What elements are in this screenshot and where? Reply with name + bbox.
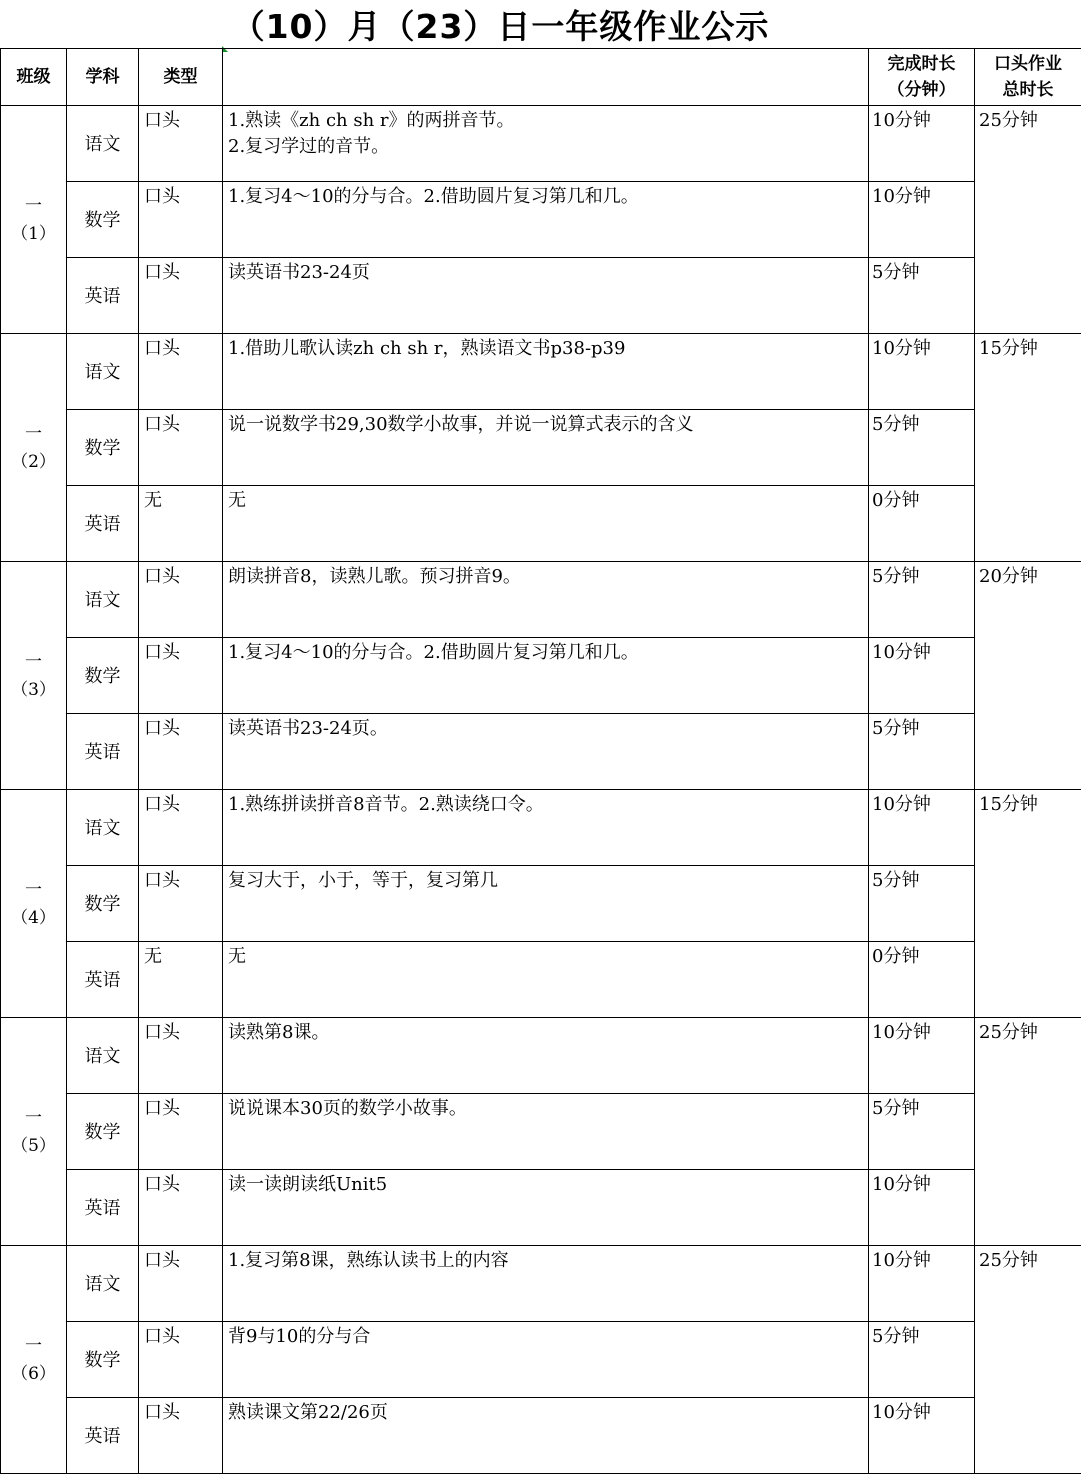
- content-cell: [223, 790, 869, 866]
- type-cell: 无: [139, 486, 223, 562]
- table-row: [1, 486, 1081, 562]
- subject-cell: 数学: [67, 410, 139, 486]
- type-cell: 口头: [139, 258, 223, 334]
- type-cell: 口头: [139, 562, 223, 638]
- table-row: [1, 1246, 1081, 1322]
- content-line: 背9与10的分与合: [228, 1324, 864, 1350]
- duration-cell: 5分钟: [869, 1322, 975, 1398]
- total-duration-cell: 15分钟: [975, 334, 1081, 562]
- header-content: [223, 49, 869, 106]
- content-line: 说说课本30页的数学小故事。: [228, 1096, 864, 1122]
- duration-cell: 10分钟: [869, 1246, 975, 1322]
- title-text: （10）月（23）日一年级作业公示: [232, 1, 770, 48]
- content-line: 无: [228, 944, 864, 970]
- table-body: [1, 106, 1081, 1474]
- subject-cell: 语文: [67, 1246, 139, 1322]
- header-duration: [869, 49, 975, 106]
- type-cell: 口头: [139, 410, 223, 486]
- content-line: 1.熟练拼读拼音8音节。2.熟读绕口令。: [228, 792, 864, 818]
- duration-cell: 10分钟: [869, 182, 975, 258]
- subject-cell: 英语: [67, 942, 139, 1018]
- subject-cell: 语文: [67, 790, 139, 866]
- page-title: [0, 0, 1081, 48]
- class-grade: 一: [1, 876, 66, 904]
- header-duration-line1: 完成时长: [869, 51, 974, 77]
- content-cell: [223, 410, 869, 486]
- content-line: 说一说数学书29,30数学小故事，并说一说算式表示的含义: [228, 412, 864, 438]
- subject-cell: 数学: [67, 866, 139, 942]
- table-row: [1, 1322, 1081, 1398]
- content-cell: [223, 866, 869, 942]
- content-cell: [223, 1018, 869, 1094]
- content-line: 1.借助儿歌认读zh ch sh r，熟读语文书p38-p39: [228, 336, 864, 362]
- table-row: [1, 1094, 1081, 1170]
- table-row: [1, 1398, 1081, 1474]
- content-line: 读熟第8课。: [228, 1020, 864, 1046]
- content-cell: [223, 1398, 869, 1474]
- type-cell: 口头: [139, 1398, 223, 1474]
- duration-cell: 10分钟: [869, 334, 975, 410]
- duration-cell: 10分钟: [869, 1398, 975, 1474]
- type-cell: 口头: [139, 1322, 223, 1398]
- content-line: 1.复习4～10的分与合。2.借助圆片复习第几和几。: [228, 640, 864, 666]
- type-cell: 口头: [139, 714, 223, 790]
- total-duration-cell: 25分钟: [975, 1018, 1081, 1246]
- total-duration-cell: 25分钟: [975, 106, 1081, 334]
- table-row: [1, 106, 1081, 182]
- table-row: [1, 790, 1081, 866]
- table-row: [1, 334, 1081, 410]
- content-cell: [223, 1322, 869, 1398]
- content-line: 2.复习学过的音节。: [228, 134, 864, 160]
- duration-cell: 5分钟: [869, 258, 975, 334]
- type-cell: 口头: [139, 1094, 223, 1170]
- duration-cell: 5分钟: [869, 1094, 975, 1170]
- type-cell: 口头: [139, 1246, 223, 1322]
- content-cell: [223, 258, 869, 334]
- content-cell: [223, 942, 869, 1018]
- type-cell: 口头: [139, 1170, 223, 1246]
- duration-cell: 10分钟: [869, 106, 975, 182]
- duration-cell: 10分钟: [869, 1170, 975, 1246]
- content-line: 读一读朗读纸Unit5: [228, 1172, 864, 1198]
- header-row: [1, 49, 1081, 106]
- class-cell: [1, 106, 67, 334]
- content-cell: [223, 334, 869, 410]
- type-cell: 口头: [139, 866, 223, 942]
- duration-cell: 5分钟: [869, 410, 975, 486]
- header-class: 班级: [1, 49, 67, 106]
- content-cell: [223, 1246, 869, 1322]
- class-grade: 一: [1, 192, 66, 220]
- total-duration-cell: 25分钟: [975, 1246, 1081, 1474]
- subject-cell: 数学: [67, 1322, 139, 1398]
- type-cell: 口头: [139, 790, 223, 866]
- content-line: 1.复习第8课，熟练认读书上的内容: [228, 1248, 864, 1274]
- content-cell: [223, 1170, 869, 1246]
- duration-cell: 5分钟: [869, 562, 975, 638]
- content-cell: [223, 638, 869, 714]
- subject-cell: 英语: [67, 714, 139, 790]
- content-line: 读英语书23-24页。: [228, 716, 864, 742]
- table-row: [1, 1018, 1081, 1094]
- class-number: （6）: [1, 1360, 66, 1388]
- table-row: [1, 638, 1081, 714]
- subject-cell: 语文: [67, 334, 139, 410]
- subject-cell: 数学: [67, 1094, 139, 1170]
- subject-cell: 语文: [67, 1018, 139, 1094]
- table-row: [1, 1170, 1081, 1246]
- type-cell: 无: [139, 942, 223, 1018]
- table-row: [1, 866, 1081, 942]
- homework-table: [0, 48, 1081, 1474]
- subject-cell: 英语: [67, 258, 139, 334]
- content-line: 1.熟读《zh ch sh r》的两拼音节。: [228, 108, 864, 134]
- header-duration-line2: （分钟）: [869, 77, 974, 103]
- subject-cell: 英语: [67, 1398, 139, 1474]
- class-number: （1）: [1, 220, 66, 248]
- duration-cell: 0分钟: [869, 486, 975, 562]
- table-row: [1, 562, 1081, 638]
- total-duration-cell: 20分钟: [975, 562, 1081, 790]
- subject-cell: 数学: [67, 638, 139, 714]
- total-duration-cell: 15分钟: [975, 790, 1081, 1018]
- content-cell: [223, 562, 869, 638]
- content-line: 无: [228, 488, 864, 514]
- subject-cell: 数学: [67, 182, 139, 258]
- duration-cell: 10分钟: [869, 790, 975, 866]
- class-cell: [1, 1246, 67, 1474]
- class-grade: 一: [1, 1332, 66, 1360]
- class-cell: [1, 562, 67, 790]
- duration-cell: 10分钟: [869, 638, 975, 714]
- class-number: （4）: [1, 904, 66, 932]
- table-row: [1, 410, 1081, 486]
- class-number: （5）: [1, 1132, 66, 1160]
- duration-cell: 5分钟: [869, 714, 975, 790]
- content-line: 复习大于，小于，等于，复习第几: [228, 868, 864, 894]
- class-cell: [1, 1018, 67, 1246]
- content-cell: [223, 486, 869, 562]
- table-row: [1, 942, 1081, 1018]
- duration-cell: 5分钟: [869, 866, 975, 942]
- class-grade: 一: [1, 1104, 66, 1132]
- header-subject: 学科: [67, 49, 139, 106]
- type-cell: 口头: [139, 334, 223, 410]
- header-total: [975, 49, 1081, 106]
- duration-cell: 10分钟: [869, 1018, 975, 1094]
- duration-cell: 0分钟: [869, 942, 975, 1018]
- content-line: 朗读拼音8，读熟儿歌。预习拼音9。: [228, 564, 864, 590]
- header-total-line1: 口头作业: [975, 51, 1081, 77]
- content-cell: [223, 106, 869, 182]
- table-row: [1, 714, 1081, 790]
- subject-cell: 英语: [67, 1170, 139, 1246]
- header-total-line2: 总时长: [975, 77, 1081, 103]
- type-cell: 口头: [139, 1018, 223, 1094]
- subject-cell: 语文: [67, 106, 139, 182]
- content-line: 1.复习4～10的分与合。2.借助圆片复习第几和几。: [228, 184, 864, 210]
- content-cell: [223, 1094, 869, 1170]
- content-line: 读英语书23-24页: [228, 260, 864, 286]
- class-number: （2）: [1, 448, 66, 476]
- class-grade: 一: [1, 648, 66, 676]
- class-cell: [1, 790, 67, 1018]
- class-number: （3）: [1, 676, 66, 704]
- type-cell: 口头: [139, 182, 223, 258]
- type-cell: 口头: [139, 106, 223, 182]
- content-line: 熟读课文第22/26页: [228, 1400, 864, 1426]
- class-cell: [1, 334, 67, 562]
- subject-cell: 语文: [67, 562, 139, 638]
- subject-cell: 英语: [67, 486, 139, 562]
- class-grade: 一: [1, 420, 66, 448]
- header-type: 类型: [139, 49, 223, 106]
- content-cell: [223, 182, 869, 258]
- type-cell: 口头: [139, 638, 223, 714]
- table-row: [1, 258, 1081, 334]
- content-cell: [223, 714, 869, 790]
- table-row: [1, 182, 1081, 258]
